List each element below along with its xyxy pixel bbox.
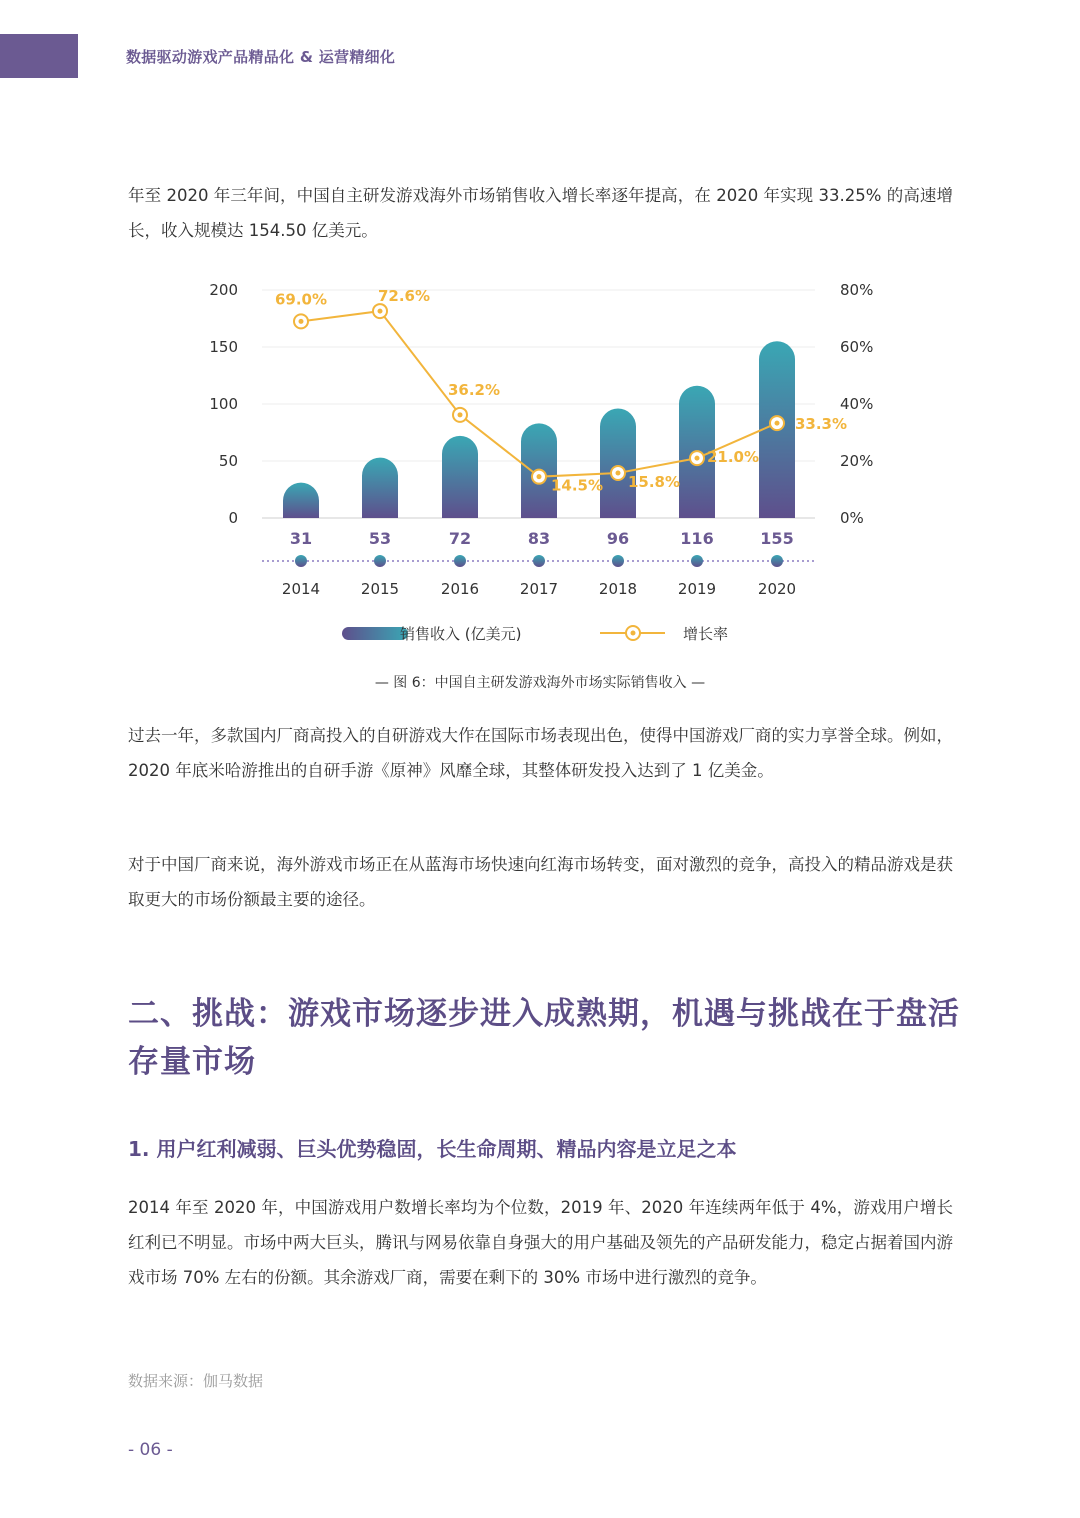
y-right-tick-label: 0%	[840, 509, 864, 527]
growth-rate-point-dot	[537, 474, 542, 479]
growth-rate-point-dot	[775, 421, 780, 426]
x-tick-label: 2017	[519, 580, 559, 598]
figure-caption: — 图 6：中国自主研发游戏海外市场实际销售收入 —	[374, 675, 706, 691]
legend-bar-label: 销售收入 (亿美元)	[400, 625, 522, 643]
x-tick-label: 2015	[360, 580, 400, 598]
header-title: 数据驱动游戏产品精品化 & 运营精细化	[126, 48, 396, 66]
y-right-tick-label: 20%	[840, 452, 874, 470]
data-source: 数据来源：伽马数据	[128, 1372, 264, 1390]
bar-value-label: 96	[606, 529, 630, 548]
paragraph-3: 对于中国厂商来说，海外游戏市场正在从蓝海市场快速向红海市场转变，面对激烈的竞争，高投入的精品游戏是获取更大的市场份额最主要的途径。	[128, 855, 953, 909]
y-right-tick-label: 80%	[840, 281, 874, 299]
y-left-tick-label: 0	[228, 509, 238, 527]
x-tick-label: 2018	[598, 580, 638, 598]
legend-bar-swatch	[342, 627, 408, 640]
y-left-tick-label: 200	[209, 281, 238, 299]
growth-rate-label: 15.8%	[627, 472, 681, 491]
y-left-tick-label: 150	[209, 338, 238, 356]
x-axis-dot	[533, 555, 545, 567]
bar-value-label: 83	[527, 529, 551, 548]
x-tick-label: 2019	[677, 580, 717, 598]
y-left-tick-label: 100	[209, 395, 238, 413]
legend-line-label: 增长率	[683, 625, 729, 643]
bar-value-label: 155	[760, 529, 794, 548]
revenue-bar	[283, 483, 319, 518]
header-color-block	[0, 34, 78, 78]
growth-rate-label: 72.6%	[377, 287, 431, 306]
x-tick-label: 2016	[440, 580, 480, 598]
bar-value-label: 53	[368, 529, 392, 548]
growth-rate-point-dot	[616, 470, 621, 475]
growth-rate-point-dot	[458, 412, 463, 417]
paragraph-4: 2014 年至 2020 年，中国游戏用户数增长率均为个位数，2019 年、2020 年连续两年低于 4%，游戏用户增长红利已不明显。市场中两大巨头，腾讯与网易依靠自身强大的用户基础及领先的产品研发能力，稳定占据着国内游戏市场 70% 左右的份额。其余游戏厂商，需要在剩下的 30% 市场中进行激烈的竞争。	[128, 1198, 953, 1287]
x-axis-dot	[295, 555, 307, 567]
legend-line-marker-dot	[631, 631, 636, 636]
growth-rate-point-dot	[695, 456, 700, 461]
bar-value-label: 116	[680, 529, 714, 548]
x-tick-label: 2014	[281, 580, 321, 598]
x-axis-dot	[691, 555, 703, 567]
x-axis-dot	[454, 555, 466, 567]
growth-rate-label: 33.3%	[794, 415, 848, 434]
y-left-tick-label: 50	[218, 452, 238, 470]
x-axis-dot	[374, 555, 386, 567]
y-right-tick-label: 60%	[840, 338, 874, 356]
bar-value-label: 31	[289, 529, 313, 548]
paragraph-2: 过去一年，多款国内厂商高投入的自研游戏大作在国际市场表现出色，使得中国游戏厂商的实力享誉全球。例如，2020 年底米哈游推出的自研手游《原神》风靡全球，其整体研发投入达到了 1 亿美金。	[128, 726, 953, 780]
section-subtitle: 1. 用户红利减弱、巨头优势稳固，长生命周期、精品内容是立足之本	[128, 1137, 737, 1161]
growth-rate-label: 36.2%	[447, 380, 501, 399]
bar-value-label: 72	[448, 529, 472, 548]
growth-rate-point-dot	[299, 319, 304, 324]
growth-rate-point-dot	[378, 309, 383, 314]
revenue-bar	[442, 436, 478, 518]
paragraph-1: 年至 2020 年三年间，中国自主研发游戏海外市场销售收入增长率逐年提高，在 2020 年实现 33.25% 的高速增长，收入规模达 154.50 亿美元。	[128, 186, 953, 240]
x-axis-dot	[612, 555, 624, 567]
section-title: 二、挑战：游戏市场逐步进入成熟期，机遇与挑战在于盘活存量市场	[128, 996, 960, 1080]
growth-rate-label: 14.5%	[550, 476, 604, 495]
growth-rate-label: 21.0%	[706, 448, 760, 467]
revenue-bar	[362, 458, 398, 518]
revenue-growth-chart	[0, 270, 1080, 665]
page-number: - 06 -	[128, 1440, 173, 1460]
growth-rate-label: 69.0%	[274, 290, 328, 309]
x-tick-label: 2020	[757, 580, 797, 598]
x-axis-dot	[771, 555, 783, 567]
revenue-bar	[600, 409, 636, 518]
y-right-tick-label: 40%	[840, 395, 874, 413]
